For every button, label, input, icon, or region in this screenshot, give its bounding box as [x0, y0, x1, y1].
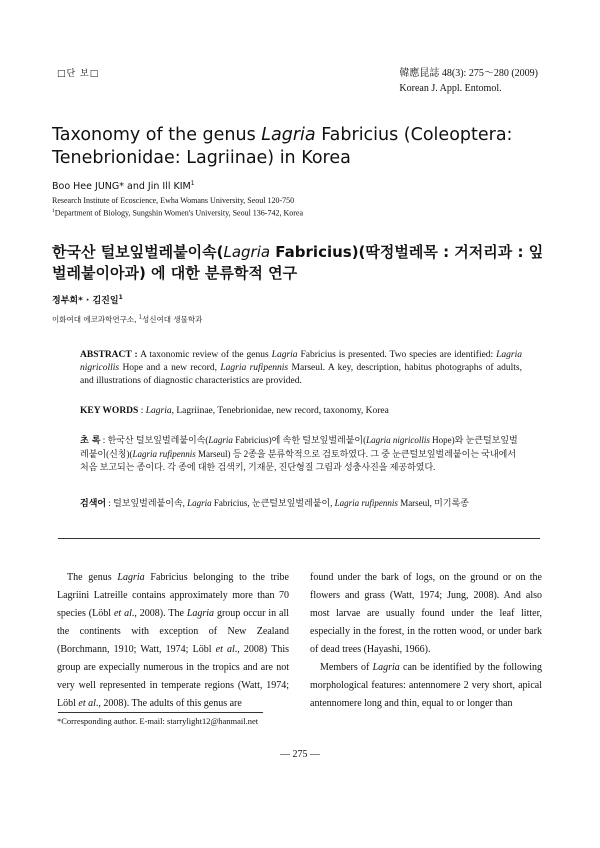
- journal-line-1: 韓應昆誌 48(3): 275～280 (2009): [399, 68, 538, 79]
- body-text: The genus: [67, 572, 118, 583]
- body-etal: et al: [113, 608, 132, 619]
- keywords: [80, 406, 522, 416]
- title-ko-genus: Lagria: [223, 243, 271, 261]
- footnote: *Corresponding author. E-mail: starrylight12@hanmail.net: [57, 716, 259, 726]
- abstract-text: A taxonomic review of the genus: [137, 350, 272, 360]
- korean-keywords-label: 검색어: [80, 499, 107, 509]
- body-text: group occur in all the continents with exception of New Zealand (Borchmann, 1910; Watt, 1974; Löbl: [57, 608, 290, 655]
- body-etal: et al: [215, 644, 235, 655]
- body-text: ., 2008). The adults of this genus are: [95, 698, 242, 709]
- korean-abstract-species: Lagria rufipennis: [132, 449, 196, 459]
- korean-abstract-text: Hope)와 눈큰털보잎벌레붙이(신칭)(: [80, 435, 518, 459]
- title-ko-text: 한국산 털보잎벌레붙이속(: [52, 243, 224, 261]
- author-sup: 1: [190, 180, 195, 187]
- affiliation-sup: 1: [52, 208, 55, 214]
- body-text: can be identified by the following morphological features: antennomere 2 very short, apical antennomere long and thin, equal to or longer than: [310, 662, 542, 709]
- journal-line-2: Korean J. Appl. Entomol.: [399, 83, 502, 94]
- korean-abstract: [80, 434, 522, 474]
- korean-abstract-genus: Lagria: [208, 435, 233, 445]
- korean-abstract-text: : 한국산 털보잎벌레붙이속(: [100, 435, 209, 445]
- body-etal: et al: [78, 698, 96, 709]
- korean-keywords: [80, 496, 522, 509]
- affiliation-ko-sup: 1: [138, 314, 143, 321]
- section-divider: [58, 538, 540, 539]
- affiliation-1: Research Institute of Ecoscience, Ewha Womans University, Seoul 120-750: [52, 196, 295, 205]
- korean-keywords-text: : 털보잎벌레붙이속,: [106, 498, 188, 508]
- abstract-label: ABSTRACT :: [80, 350, 138, 360]
- body-text: ., 2008). The: [131, 608, 187, 619]
- affiliation-2: [52, 208, 303, 218]
- body-column-left: [57, 569, 289, 713]
- footnote-rule: [58, 712, 263, 713]
- abstract-text: Marseul. A key, description, habitus photographs of adults, and illustrations of diagnostic characteristics are provided.: [80, 363, 522, 386]
- author-names-ko: 정부희* · 김진일: [52, 296, 119, 306]
- title-english: [52, 124, 552, 170]
- authors: [52, 180, 195, 192]
- journal-citation: [399, 66, 538, 96]
- korean-abstract-species: Lagria nigricollis: [366, 435, 430, 445]
- affiliation-korean: [52, 314, 202, 325]
- body-text: Fabricius belonging to the tribe Lagriini Latreille contains approximately more than 70 species (Löbl: [57, 572, 289, 619]
- affiliation-ko-1: 이화여대 에코과학연구소,: [52, 315, 139, 324]
- authors-korean: [52, 293, 123, 306]
- keywords-list: , Lagriinae, Tenebrionidae, new record, taxonomy, Korea: [171, 406, 389, 416]
- body-text: Members of: [320, 662, 373, 673]
- abstract-text: Fabricius is presented. Two species are identified:: [297, 350, 497, 360]
- abstract-genus: Lagria: [271, 350, 298, 360]
- body-paragraph-1: found under the bark of logs, on the ground or on the flowers and grass (Watt, 1974; Jung, 2008). And also most larvae are usually found under the leaf litter, especially in the forest, in the rotten wood, or under bark of dead trees (Hayashi, 1966).: [310, 572, 542, 655]
- affiliation-ko-2: 성신여대 생물학과: [142, 315, 203, 324]
- author-ko-sup: 1: [118, 294, 123, 301]
- body-genus: Lagria: [117, 572, 145, 583]
- page-number: — 275 —: [280, 749, 320, 760]
- title-korean: [52, 242, 552, 284]
- body-text: ., 2008) This group are expecially numerous in the tropics and are not very well represented in temperate regions (Watt, 1974; Löbl: [57, 644, 290, 709]
- korean-keywords-species: Lagria rufipennis: [334, 498, 398, 508]
- abstract-species: Lagria rufipennis: [220, 363, 289, 373]
- keywords-label: KEY WORDS: [80, 406, 139, 416]
- korean-keywords-text: Marseul, 미기록종: [397, 498, 469, 508]
- korean-abstract-text: Fabricius)에 속한 털보잎벌레붙이(: [232, 435, 367, 445]
- section-tag: □단 보□: [57, 69, 100, 79]
- title-genus: Lagria: [261, 125, 316, 145]
- title-text-end: Fabricius (Coleoptera: Tenebrionidae: Lagriinae) in Korea: [52, 125, 513, 168]
- korean-abstract-text: Marseul) 등 2종을 분류학적으로 검토하였다. 그 중 눈큰털보잎벌레붙이는 국내에서 처음 보고되는 종이다. 각 종에 대한 검색키, 기재문, 진단형질 그림과 성충사진을 제공하였다.: [80, 449, 517, 472]
- title-text: Taxonomy of the genus: [52, 125, 262, 145]
- body-paragraph-2: [310, 659, 542, 713]
- keywords-colon: :: [138, 406, 146, 416]
- body-genus: Lagria: [186, 608, 215, 619]
- author-names: Boo Hee JUNG* and Jin Ill KIM: [52, 181, 191, 193]
- korean-keywords-text: Fabricius, 눈큰털보잎벌레붙이,: [211, 498, 335, 508]
- title-ko-text-end: Fabricius)(딱정벌레목 : 거저리과 : 잎벌레붙이아과) 에 대한 분류학적 연구: [52, 243, 544, 282]
- body-genus: Lagria: [372, 662, 400, 673]
- body-column-right: [310, 569, 542, 713]
- abstract-species: Lagria nigricollis: [80, 350, 522, 373]
- abstract: [80, 349, 522, 388]
- abstract-text: Hope and a new record,: [119, 363, 221, 373]
- affiliation-2-text: Department of Biology, Sungshin Women's University, Seoul 136-742, Korea: [54, 208, 303, 218]
- keywords-genus: Lagria: [145, 406, 172, 416]
- korean-abstract-label: 초 록: [80, 436, 101, 446]
- korean-keywords-genus: Lagria: [187, 498, 212, 508]
